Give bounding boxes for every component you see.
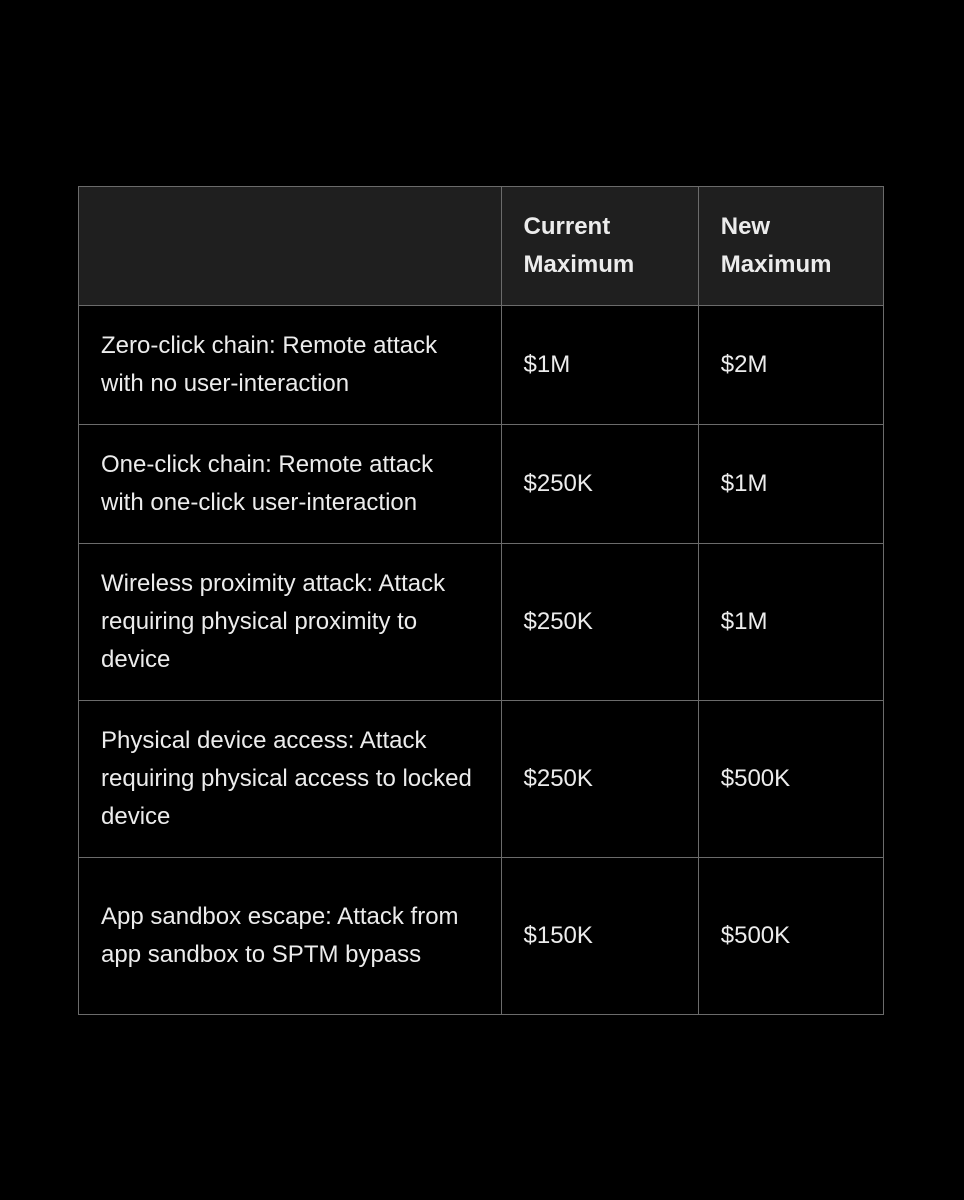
current-maximum-value: $150K xyxy=(501,858,698,1015)
attack-description: One-click chain: Remote attack with one-click user-interaction xyxy=(79,425,502,544)
current-maximum-value: $250K xyxy=(501,544,698,701)
header-row xyxy=(79,187,884,306)
current-maximum-value: $1M xyxy=(501,306,698,425)
new-maximum-value: $500K xyxy=(698,701,883,858)
header-new-maximum: New Maximum xyxy=(698,187,883,306)
attack-description: Physical device access: Attack requiring physical access to locked device xyxy=(79,701,502,858)
new-maximum-value: $500K xyxy=(698,858,883,1015)
table-row xyxy=(79,858,884,1015)
current-maximum-value: $250K xyxy=(501,425,698,544)
new-maximum-value: $1M xyxy=(698,544,883,701)
attack-description: Zero-click chain: Remote attack with no user-interaction xyxy=(79,306,502,425)
current-maximum-value: $250K xyxy=(501,701,698,858)
new-maximum-value: $1M xyxy=(698,425,883,544)
table-row xyxy=(79,306,884,425)
attack-description: App sandbox escape: Attack from app sandbox to SPTM bypass xyxy=(79,858,502,1015)
header-attack-category xyxy=(79,187,502,306)
bounty-table xyxy=(78,186,884,1015)
table-header xyxy=(79,187,884,306)
table-body xyxy=(79,306,884,1015)
table-row xyxy=(79,425,884,544)
attack-description: Wireless proximity attack: Attack requiring physical proximity to device xyxy=(79,544,502,701)
new-maximum-value: $2M xyxy=(698,306,883,425)
table-row xyxy=(79,701,884,858)
table-row xyxy=(79,544,884,701)
header-current-maximum: Current Maximum xyxy=(501,187,698,306)
